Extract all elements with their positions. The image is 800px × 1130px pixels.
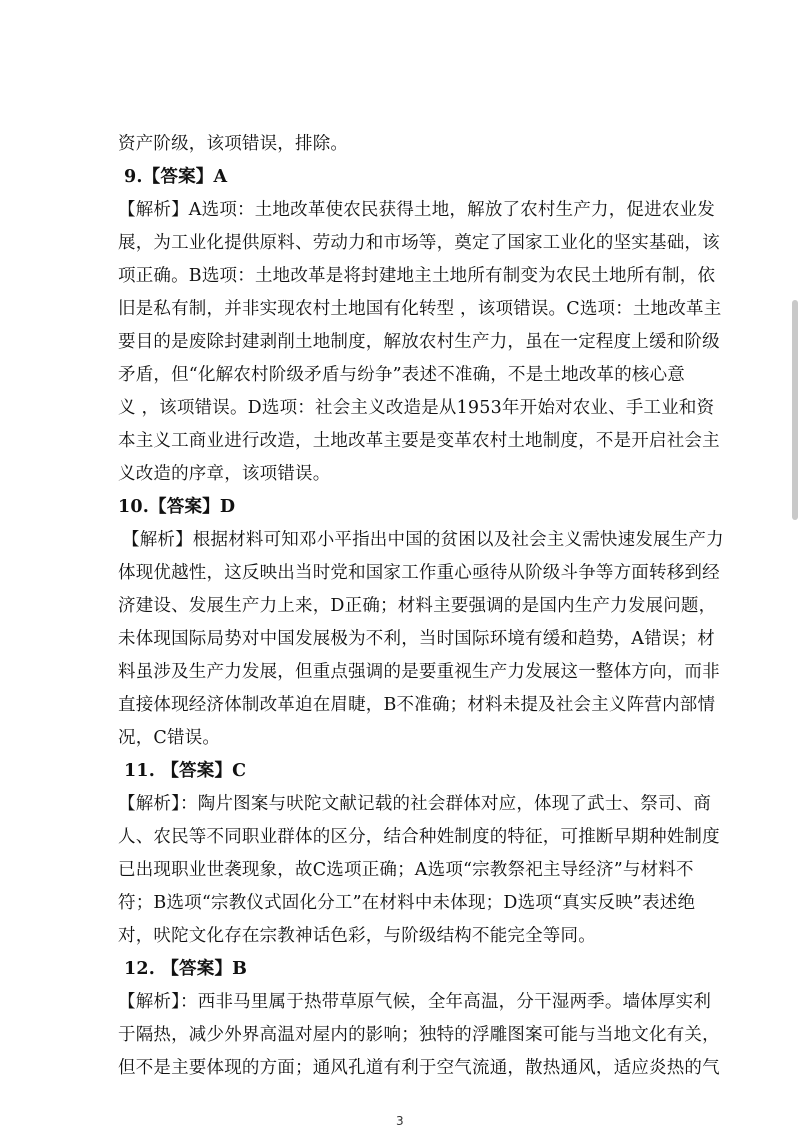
text-line: 未体现国际局势对中国发展极为不利，当时国际环境有缓和趋势，A错误；材	[118, 629, 715, 649]
page-number: 3	[396, 1114, 404, 1128]
text-line: 济建设、发展生产力上来，D正确；材料主要强调的是国内生产力发展问题，	[118, 596, 717, 616]
text-line: 【解析】A选项：土地改革使农民获得土地，解放了农村生产力，促进农业发	[118, 200, 715, 220]
text-line: 况，C错误。	[118, 728, 221, 748]
answer-heading-9: 9.【答案】A	[124, 167, 228, 187]
text-line: 旧是私有制，并非实现农村土地国有化转型 ，该项错误。C选项：土地改革主	[118, 299, 722, 319]
text-line: 义改造的序章，该项错误。	[118, 464, 331, 484]
text-line: 【解析】：陶片图案与吠陀文献记载的社会群体对应，体现了武士、祭司、商	[118, 794, 712, 814]
text-line: 本主义工商业进行改造，土地改革主要是变革农村土地制度，不是开启社会主	[118, 431, 720, 451]
scrollbar-track[interactable]	[790, 0, 800, 1130]
text-line: 【解析】：西非马里属于热带草原气候，全年高温，分干湿两季。墙体厚实利	[118, 992, 712, 1012]
text-line: 直接体现经济体制改革迫在眉睫，B不准确；材料未提及社会主义阵营内部情	[118, 695, 716, 715]
answer-heading-10: 10.【答案】D	[118, 497, 236, 517]
text-line: 料虽涉及生产力发展，但重点强调的是要重视生产力发展这一整体方向，而非	[118, 662, 720, 682]
answer-heading-12: 12. 【答案】B	[124, 959, 248, 979]
text-line: 资产阶级，该项错误，排除。	[118, 134, 349, 154]
text-line: 已出现职业世袭现象，故C选项正确；A选项“宗教祭祀主导经济”与材料不	[118, 860, 694, 880]
text-line: 项正确。B选项：土地改革是将封建地主土地所有制变为农民土地所有制，依	[118, 266, 716, 286]
text-line: 义 ，该项错误。D选项：社会主义改造是从1953年开始对农业、手工业和资	[118, 398, 715, 418]
text-line: 展，为工业化提供原料、劳动力和市场等，奠定了国家工业化的坚实基础，该	[118, 233, 720, 253]
text-line: 矛盾，但“化解农村阶级矛盾与纷争”表述不准确，不是土地改革的核心意	[118, 365, 685, 385]
text-line: 但不是主要体现的方面；通风孔道有利于空气流通，散热通风，适应炎热的气	[118, 1058, 720, 1078]
text-line: 对，吠陀文化存在宗教神话色彩，与阶级结构不能完全等同。	[118, 926, 596, 946]
text-line: 【解析】根据材料可知邓小平指出中国的贫困以及社会主义需快速发展生产力	[122, 530, 724, 550]
text-line: 符；B选项“宗教仪式固化分工”在材料中未体现；D选项“真实反映”表述绝	[118, 893, 696, 913]
text-line: 人、农民等不同职业群体的区分，结合种姓制度的特征，可推断早期种姓制度	[118, 827, 720, 847]
text-line: 要目的是废除封建剥削土地制度，解放农村生产力，虽在一定程度上缓和阶级	[118, 332, 720, 352]
document-body	[118, 128, 724, 1085]
answer-heading-11: 11. 【答案】C	[124, 761, 247, 781]
text-line: 体现优越性，这反映出当时党和国家工作重心亟待从阶级斗争等方面转移到经	[118, 563, 720, 583]
scrollbar-thumb[interactable]	[792, 300, 798, 520]
text-line: 于隔热，减少外界高温对屋内的影响；独特的浮雕图案可能与当地文化有关，	[118, 1025, 720, 1045]
